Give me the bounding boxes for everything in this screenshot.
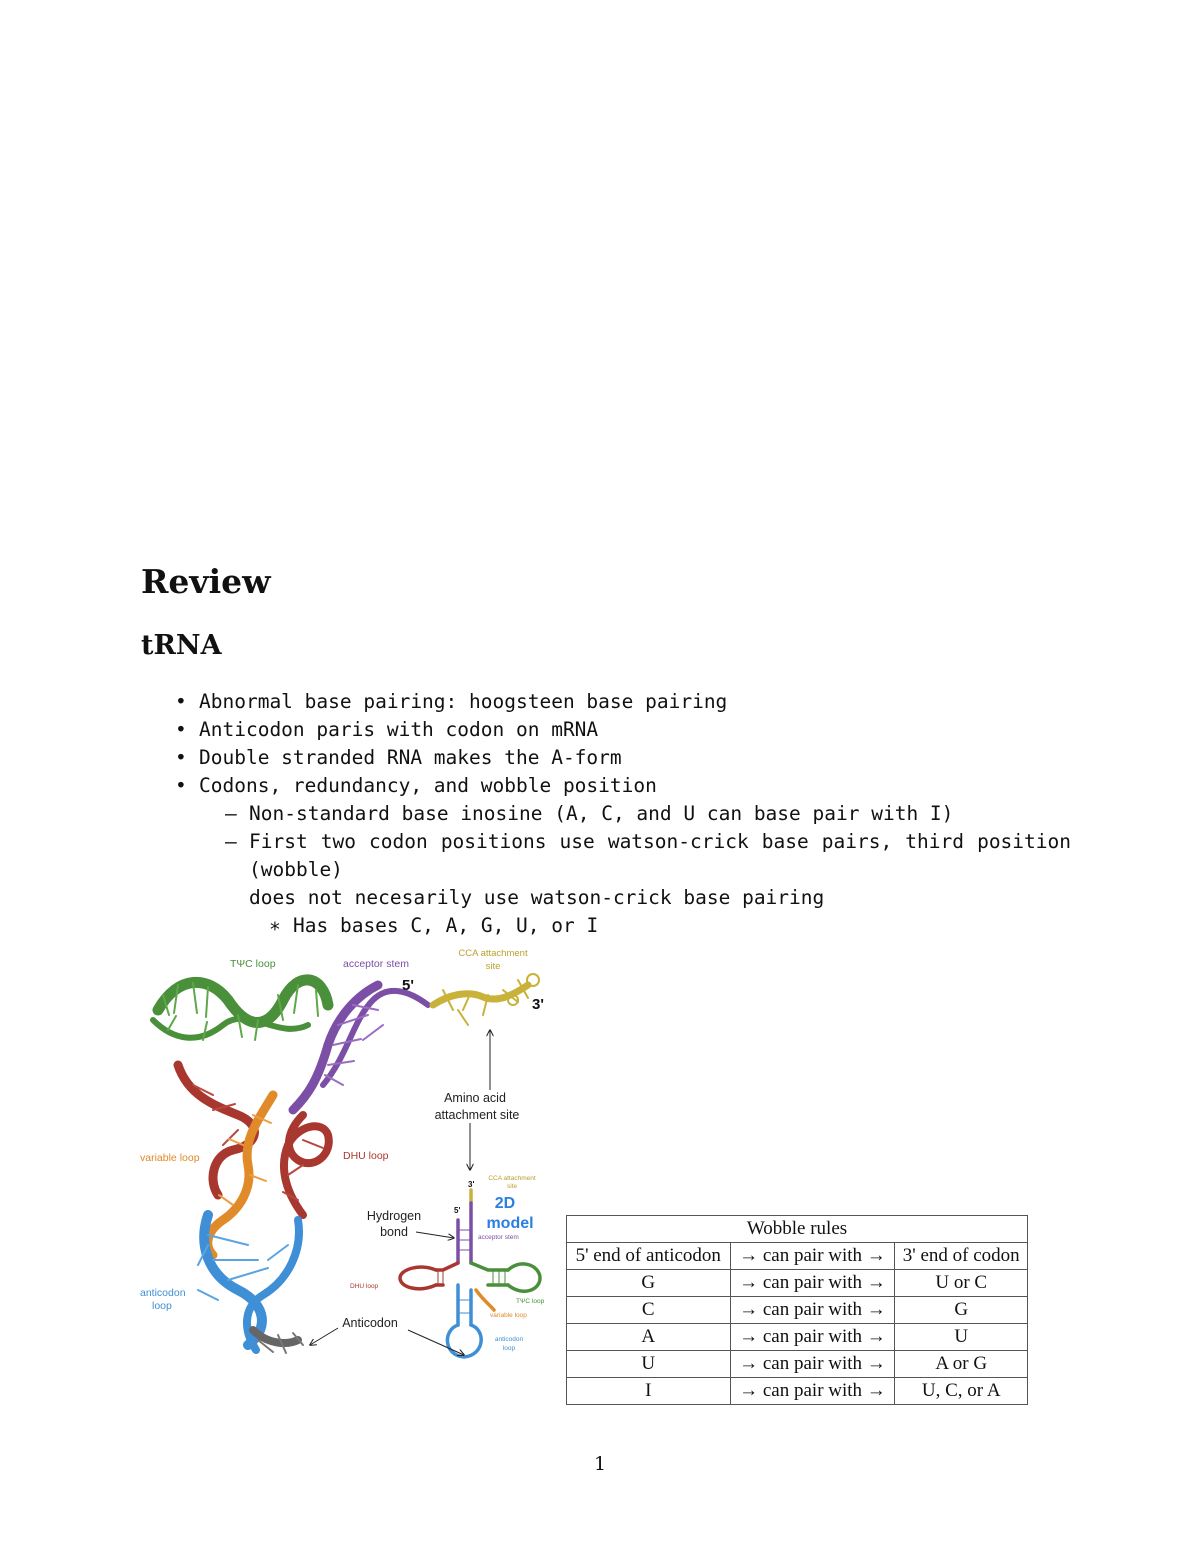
list-item-text: does not necesarily use watson-crick base pairing	[249, 886, 825, 909]
sub-list-item-continued	[141, 884, 1071, 912]
anticodon-label: Anticodon	[342, 1316, 398, 1330]
table-row	[567, 1324, 1028, 1351]
list-item-text: Has bases C, A, G, U, or I	[293, 914, 599, 937]
five-prime-label: 5'	[402, 977, 414, 994]
star-marker: ∗	[269, 914, 281, 937]
anticodon-loop-label: anticodon	[140, 1287, 186, 1299]
table-caption: Wobble rules	[567, 1216, 1028, 1243]
list-item	[141, 716, 1071, 744]
subsection-title: tRNA	[141, 630, 222, 661]
table-header-cell: → can pair with →	[730, 1243, 895, 1270]
table-cell: U	[567, 1351, 731, 1378]
acceptor-stem-label: acceptor stem	[343, 958, 409, 970]
anticodon-arrow-right	[408, 1330, 464, 1355]
sub-list-item	[141, 800, 1071, 828]
table-cell: U, C, or A	[895, 1378, 1028, 1405]
list-item	[141, 772, 1071, 800]
acceptor-stem-ribbon	[293, 985, 428, 1110]
table-row	[567, 1270, 1028, 1297]
variable-loop-label: variable loop	[140, 1152, 200, 1164]
anticodon-loop-label-2: loop	[152, 1300, 172, 1312]
table-cell: G	[895, 1297, 1028, 1324]
dash-marker: –	[225, 830, 237, 853]
trna-structure-figure	[138, 945, 558, 1365]
bullet-marker: •	[175, 718, 187, 741]
table-cell: A	[567, 1324, 731, 1351]
table-row	[567, 1378, 1028, 1405]
small-five-prime: 5'	[454, 1206, 461, 1215]
table-cell: → can pair with →	[730, 1324, 895, 1351]
model-2d-label: 2D	[494, 1195, 516, 1212]
three-prime-label: 3'	[532, 996, 544, 1013]
list-item	[141, 744, 1071, 772]
bullet-marker: •	[175, 774, 187, 797]
table-cell: → can pair with →	[730, 1270, 895, 1297]
list-item	[141, 688, 1071, 716]
small-cca-label-2: site	[506, 1183, 518, 1190]
list-item-text: Anticodon paris with codon on mRNA	[199, 718, 599, 741]
small-dhu-label: DHU loop	[350, 1283, 379, 1290]
list-item-text: Double stranded RNA makes the A-form	[199, 746, 622, 769]
amino-acid-label-2: attachment site	[434, 1108, 520, 1122]
cca-attachment-label-2: site	[485, 961, 501, 972]
bullet-marker: •	[175, 690, 187, 713]
dhu-loop-label: DHU loop	[343, 1150, 389, 1162]
tpsic-loop-label: TΨC loop	[230, 958, 276, 970]
small-cca-label: CCA attachment	[488, 1175, 536, 1182]
table-header-row	[567, 1243, 1028, 1270]
table-cell: C	[567, 1297, 731, 1324]
list-item-text: Codons, redundancy, and wobble position	[199, 774, 657, 797]
hydrogen-bond-label: Hydrogen	[366, 1209, 422, 1223]
hydrogen-bond-arrow	[416, 1232, 454, 1238]
bullet-marker: •	[175, 746, 187, 769]
small-anticodon-label: anticodon	[494, 1336, 524, 1343]
model-2d-label-2: model	[486, 1215, 534, 1232]
wobble-rules-table	[566, 1215, 1028, 1405]
table-cell: G	[567, 1270, 731, 1297]
table-header-cell: 3' end of codon	[895, 1243, 1028, 1270]
sub-list-item	[141, 828, 1071, 884]
table-cell: A or G	[895, 1351, 1028, 1378]
section-title: Review	[141, 562, 271, 601]
cca-attachment-label: CCA attachment	[458, 948, 528, 959]
table-cell: → can pair with →	[730, 1378, 895, 1405]
list-item-text: First two codon positions use watson-crick base pairs, third position (wobble)	[249, 830, 1071, 881]
table-header-cell: 5' end of anticodon	[567, 1243, 731, 1270]
table-row	[567, 1351, 1028, 1378]
table-row	[567, 1297, 1028, 1324]
table-cell: U or C	[895, 1270, 1028, 1297]
small-acceptor-label: acceptor stem	[478, 1234, 519, 1241]
table-cell: → can pair with →	[730, 1351, 895, 1378]
tpsic-ribbon	[153, 980, 328, 1040]
table-caption-row	[567, 1216, 1028, 1243]
amino-acid-label: Amino acid	[444, 1091, 506, 1105]
small-tpsic-label: TΨC loop	[516, 1298, 545, 1305]
anticodon-ribbon	[198, 1215, 303, 1353]
list-item-text: Non-standard base inosine (A, C, and U can base pair with I)	[249, 802, 954, 825]
anticodon-arrow-left	[310, 1328, 338, 1345]
table-cell: → can pair with →	[730, 1297, 895, 1324]
dash-marker: –	[225, 802, 237, 825]
cca-end-ribbon	[433, 974, 539, 1025]
small-anticodon-label-2: loop	[502, 1345, 516, 1352]
bullet-list	[141, 688, 1071, 940]
table-cell: I	[567, 1378, 731, 1405]
small-variable-label: variable loop	[490, 1312, 527, 1319]
page-number: 1	[593, 1453, 607, 1475]
table-cell: U	[895, 1324, 1028, 1351]
hydrogen-bond-label-2: bond	[380, 1225, 408, 1239]
small-three-prime: 3'	[468, 1180, 475, 1189]
sub-sub-list-item	[141, 912, 1071, 940]
list-item-text: Abnormal base pairing: hoogsteen base pairing	[199, 690, 728, 713]
